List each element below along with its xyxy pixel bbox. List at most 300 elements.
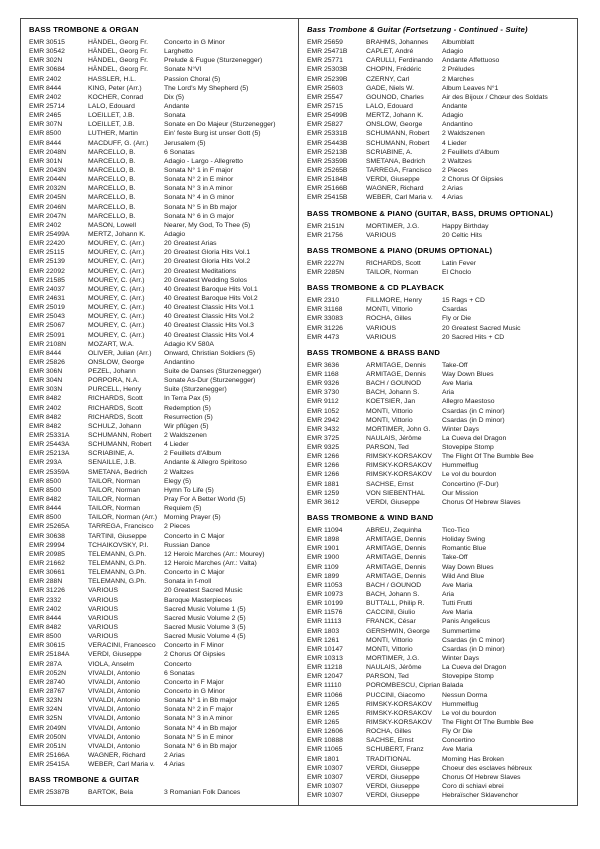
- composer-name: SCHUMANN, Robert: [88, 432, 152, 440]
- composer-name: PARSON, Ted: [366, 444, 409, 452]
- catalog-row: [307, 314, 569, 323]
- catalog-row: [29, 641, 290, 650]
- catalog-row: [307, 691, 569, 700]
- section-heading: BASS TROMBONE & PIANO (DRUMS OPTIONAL): [307, 245, 493, 255]
- emr-number: EMR 1052: [307, 407, 340, 415]
- composer-name: MARCELLO, B.: [88, 212, 136, 220]
- section-heading: Bass Trombone & Guitar (Fortsetzung - Continued - Suite): [307, 25, 528, 34]
- piece-title: The Flight Of The Bumble Bee: [442, 719, 534, 726]
- catalog-row: [307, 773, 569, 782]
- catalog-row: [29, 650, 290, 659]
- section-heading: BASS TROMBONE & GUITAR: [29, 775, 140, 785]
- composer-name: ONSLOW, George: [366, 121, 423, 129]
- piece-title: Sonata N° 6 in Bb major: [164, 742, 237, 750]
- composer-name: NAULAIS, Jérôme: [366, 434, 422, 442]
- catalog-row: [29, 129, 290, 138]
- composer-name: BARTOK, Bela: [88, 789, 134, 797]
- piece-title: Albumblatt: [442, 39, 475, 46]
- emr-number: EMR 25067: [29, 322, 65, 330]
- emr-number: EMR 3636: [307, 361, 340, 369]
- composer-name: GERSHWIN, George: [366, 627, 430, 635]
- composer-name: TAILOR, Norman (Arr.): [88, 514, 157, 522]
- composer-name: PUCCINI, Giacomo: [366, 691, 425, 699]
- composer-name: MARCELLO, B.: [88, 203, 136, 211]
- piece-title: 2 Arias: [164, 751, 185, 759]
- composer-name: SACHSE, Ernst: [366, 737, 414, 745]
- composer-name: SENAILLE, J.B.: [88, 459, 136, 467]
- composer-name: SCHUMANN, Robert: [88, 441, 152, 449]
- piece-title: Sonata N° 4 in G minor: [164, 194, 234, 202]
- piece-title: 3 Romanian Folk Dances: [164, 789, 241, 797]
- emr-number: EMR 8482: [29, 496, 62, 504]
- piece-title: Sonata in f-moll: [164, 578, 212, 586]
- catalog-row: [29, 184, 290, 193]
- piece-title: Ave Maria: [442, 609, 473, 617]
- catalog-row: [29, 340, 290, 349]
- piece-title: Andantino: [164, 358, 195, 366]
- emr-number: EMR 1898: [307, 536, 340, 544]
- emr-number: EMR 3432: [307, 425, 340, 433]
- piece-title: 20 Greatest Meditations: [164, 267, 237, 275]
- composer-name: CARULLI, Ferdinando: [366, 57, 433, 65]
- catalog-row: [307, 443, 569, 452]
- emr-number: EMR 1109: [307, 563, 339, 571]
- emr-number: EMR 25499A: [29, 230, 70, 238]
- emr-number: EMR 28767: [29, 687, 65, 695]
- catalog-row: [307, 791, 569, 800]
- piece-title: 40 Greatest Baroque Hits Vol.1: [164, 285, 258, 293]
- piece-title: Onward, Christian Soldiers (5): [164, 349, 256, 357]
- emr-number: EMR 2402: [29, 75, 62, 83]
- piece-title: 2 Pieces: [442, 166, 469, 174]
- piece-title: 20 Sacred Hits + CD: [442, 333, 505, 341]
- catalog-row: [307, 139, 569, 148]
- emr-number: EMR 2402: [29, 605, 62, 613]
- piece-title: 4 Arias: [164, 761, 185, 769]
- piece-title: Andantino: [442, 121, 473, 129]
- piece-title: 2 Waltzes: [442, 157, 472, 165]
- composer-name: RICHARDS, Scott: [366, 259, 421, 267]
- composer-name: VARIOUS: [366, 324, 397, 332]
- emr-number: EMR 25443B: [307, 139, 348, 147]
- emr-number: EMR 8500: [29, 486, 62, 494]
- piece-title: Nessun Dorma: [442, 691, 488, 699]
- piece-title: Sacred Music Volume 1 (5): [164, 605, 246, 613]
- piece-title: 2 Chorus Of Gipsies: [442, 176, 504, 184]
- piece-title: 15 Rags + CD: [442, 297, 485, 305]
- composer-name: TARTINI, Giuseppe: [88, 532, 147, 540]
- piece-title: Winter Days: [442, 425, 480, 433]
- catalog-row: [29, 312, 290, 321]
- piece-title: Sonata: [164, 112, 186, 120]
- catalog-row: [29, 285, 290, 294]
- piece-title: Wild And Blue: [442, 572, 485, 580]
- piece-title: Aria: [442, 389, 455, 397]
- emr-number: EMR 2046N: [29, 203, 67, 211]
- composer-name: TARREGA, Francisco: [88, 523, 154, 531]
- piece-title: 12 Heroic Marches (Arr.: Mourey): [164, 550, 265, 558]
- piece-title: Ave Maria: [442, 746, 473, 754]
- catalog-row: [307, 407, 569, 416]
- catalog-row: [307, 745, 569, 754]
- section-heading: BASS TROMBONE & WIND BAND: [307, 513, 434, 523]
- piece-title: The Lord's My Shepherd (5): [164, 84, 249, 92]
- emr-number: EMR 10307: [307, 792, 343, 800]
- composer-name: KING, Peter (Arr.): [88, 84, 142, 92]
- composer-name: POROMBESCU, Ciprian: [366, 682, 441, 690]
- piece-title: Nearer, My God, To Thee (5): [164, 221, 251, 229]
- composer-name: MOUREY, C. (Arr.): [88, 240, 145, 248]
- composer-name: MONTI, Vittorio: [366, 306, 413, 314]
- emr-number: EMR 25499B: [307, 112, 348, 120]
- emr-number: EMR 3612: [307, 498, 340, 506]
- composer-name: ARMITAGE, Dennis: [366, 554, 426, 562]
- piece-title: Baroque Masterpieces: [164, 596, 233, 604]
- emr-number: EMR 2285N: [307, 268, 345, 276]
- composer-name: MASON, Lowell: [88, 221, 136, 229]
- catalog-row: [29, 294, 290, 303]
- composer-name: VERDI, Giuseppe: [366, 773, 420, 781]
- emr-number: EMR 31226: [307, 324, 343, 332]
- emr-number: EMR 1265: [307, 709, 340, 717]
- piece-title: Morning Has Broken: [442, 755, 504, 763]
- piece-title: 2 Feuillets d'Album: [164, 450, 222, 458]
- catalog-row: [29, 422, 290, 431]
- composer-name: SMETANA, Bedrich: [366, 157, 426, 165]
- catalog-row: [307, 480, 569, 489]
- piece-title: Adagio KV 580A: [164, 340, 214, 348]
- catalog-row: [307, 129, 569, 138]
- piece-title: Concerto in C Major: [164, 532, 225, 540]
- composer-name: PORPORA, N.A.: [88, 377, 139, 385]
- emr-number: EMR 301N: [29, 157, 63, 165]
- section-heading: BASS TROMBONE & BRASS BAND: [307, 347, 441, 357]
- catalog-row: [307, 736, 569, 745]
- emr-number: EMR 25603: [307, 84, 343, 92]
- piece-title: 40 Greatest Classic Hits Vol.4: [164, 331, 254, 339]
- piece-title: Sonata N° 6 in G major: [164, 212, 234, 220]
- catalog-row: [307, 75, 569, 84]
- composer-name: SCHUBERT, Franz: [366, 746, 424, 754]
- catalog-row: [29, 751, 290, 760]
- catalog-row: [29, 678, 290, 687]
- piece-title: Sonata N° 2 in E minor: [164, 176, 234, 184]
- emr-number: EMR 2402: [29, 221, 62, 229]
- composer-name: TELEMANN, G.Ph.: [88, 578, 147, 586]
- catalog-row: [29, 568, 290, 577]
- composer-name: FILLMORE, Henry: [366, 297, 422, 305]
- emr-number: EMR 25827: [307, 121, 343, 129]
- catalog-row: [307, 782, 569, 791]
- emr-number: EMR 2049N: [29, 724, 67, 732]
- catalog-row: [307, 581, 569, 590]
- catalog-row: [307, 47, 569, 56]
- emr-number: EMR 10307: [307, 782, 343, 790]
- catalog-row: [29, 495, 290, 504]
- catalog-row: [29, 714, 290, 723]
- emr-number: EMR 11576: [307, 609, 343, 617]
- composer-name: TRADITIONAL: [366, 755, 411, 763]
- piece-title: 20 Greatest Arias: [164, 240, 217, 248]
- emr-number: EMR 8482: [29, 624, 62, 631]
- catalog-row: [29, 303, 290, 312]
- catalog-row: [29, 203, 290, 212]
- composer-name: NAULAIS, Jérôme: [366, 664, 422, 672]
- composer-name: HÄNDEL, Georg Fr.: [88, 66, 149, 74]
- emr-number: EMR 9112: [307, 398, 339, 406]
- composer-name: RIMSKY-KORSAKOV: [366, 453, 432, 461]
- emr-number: EMR 8444: [29, 139, 62, 147]
- composer-name: ROCHA, Gilles: [366, 728, 412, 736]
- composer-name: VARIOUS: [88, 605, 119, 613]
- emr-number: EMR 2332: [29, 596, 62, 604]
- emr-number: EMR 10973: [307, 591, 343, 599]
- composer-name: VIVALDI, Antonio: [88, 697, 141, 705]
- catalog-row: [29, 148, 290, 157]
- composer-name: TELEMANN, G.Ph.: [88, 550, 147, 558]
- emr-number: EMR 1261: [307, 636, 340, 644]
- composer-name: PURCELL, Henry: [88, 386, 142, 394]
- composer-name: RIMSKY-KORSAKOV: [366, 719, 432, 726]
- composer-name: MONTI, Vittorio: [366, 636, 413, 644]
- emr-number: EMR 8444: [29, 614, 62, 622]
- composer-name: FRANCK, César: [366, 618, 416, 626]
- emr-number: EMR 25184B: [307, 176, 348, 184]
- piece-title: Sonata N° 3 in A minor: [164, 185, 233, 193]
- catalog-row: [307, 259, 569, 268]
- piece-title: Hummelflug: [442, 700, 479, 708]
- emr-number: EMR 2402: [29, 404, 62, 412]
- catalog-row: [307, 700, 569, 709]
- piece-title: La Cueva del Dragon: [442, 664, 507, 672]
- catalog-row: [29, 696, 290, 705]
- composer-name: BUTTALL, Philip R.: [366, 600, 425, 608]
- composer-name: LOEILLET, J.B.: [88, 121, 135, 129]
- composer-name: MARCELLO, B.: [88, 166, 136, 174]
- emr-number: EMR 307N: [29, 121, 63, 129]
- catalog-row: [307, 148, 569, 157]
- composer-name: RIMSKY-KORSAKOV: [366, 709, 432, 717]
- catalog-row: [29, 742, 290, 751]
- emr-number: EMR 25387B: [29, 789, 70, 797]
- piece-title: 20 Greatest Sacred Music: [164, 587, 243, 595]
- piece-title: Suite (Sturzenegger): [164, 386, 227, 394]
- catalog-row: [307, 764, 569, 773]
- catalog-row: [29, 669, 290, 678]
- composer-name: CZERNY, Carl: [366, 75, 410, 83]
- emr-number: EMR 287A: [29, 660, 62, 668]
- piece-title: 40 Greatest Baroque Hits Vol.2: [164, 294, 258, 302]
- right-column: [299, 19, 577, 805]
- catalog-row: [307, 553, 569, 562]
- composer-name: MARCELLO, B.: [88, 148, 136, 156]
- emr-number: EMR 28740: [29, 678, 65, 686]
- piece-title: Take-Off: [442, 554, 468, 562]
- emr-number: EMR 21756: [307, 231, 343, 239]
- emr-number: EMR 30638: [29, 532, 65, 540]
- piece-title: Sacred Music Volume 3 (5): [164, 624, 246, 631]
- catalog-row: [307, 193, 569, 202]
- composer-name: VERDI, Giuseppe: [366, 498, 420, 506]
- emr-number: EMR 25359A: [29, 468, 70, 476]
- catalog-row: [307, 102, 569, 111]
- piece-title: Stovepipe Stomp: [442, 444, 494, 452]
- emr-number: EMR 12047: [307, 673, 343, 681]
- emr-number: EMR 25091: [29, 331, 65, 339]
- emr-number: EMR 25139: [29, 258, 65, 266]
- emr-number: EMR 21585: [29, 276, 65, 284]
- emr-number: EMR 2052N: [29, 669, 67, 677]
- emr-number: EMR 25714: [29, 102, 65, 110]
- piece-title: Csardas: [442, 306, 468, 314]
- piece-title: 20 Greatest Sacred Music: [442, 324, 521, 332]
- piece-title: Sonata N° 3 in A minor: [164, 715, 233, 723]
- emr-number: EMR 3730: [307, 389, 340, 397]
- piece-title: Adagio: [442, 112, 464, 120]
- catalog-row: [29, 577, 290, 586]
- composer-name: BRAHMS, Johannes: [366, 39, 429, 46]
- composer-name: VIVALDI, Antonio: [88, 742, 141, 750]
- emr-number: EMR 25043: [29, 313, 65, 321]
- composer-name: MERTZ, Johann K.: [88, 230, 146, 238]
- piece-title: Hummelflug: [442, 462, 479, 470]
- piece-title: Prelude & Fugue (Sturzenegger): [164, 57, 263, 65]
- composer-name: MOUREY, C. (Arr.): [88, 294, 145, 302]
- composer-name: TAILOR, Norman: [88, 486, 140, 494]
- emr-number: EMR 31226: [29, 587, 65, 595]
- catalog-row: [307, 388, 569, 397]
- catalog-row: [29, 522, 290, 531]
- emr-number: EMR 2051N: [29, 742, 67, 750]
- piece-title: Wir pflügen (5): [164, 422, 209, 430]
- emr-number: EMR 25331B: [307, 130, 348, 138]
- piece-title: Adagio: [442, 48, 464, 56]
- piece-title: Sacred Music Volume 2 (5): [164, 614, 246, 622]
- catalog-row: [29, 513, 290, 522]
- catalog-row: [307, 120, 569, 129]
- composer-name: GOUNOD, Charles: [366, 93, 424, 101]
- composer-name: PARSON, Ted: [366, 673, 409, 681]
- emr-number: EMR 1801: [307, 755, 340, 763]
- catalog-row: [29, 175, 290, 184]
- catalog-row: [29, 56, 290, 65]
- composer-name: VIVALDI, Antonio: [88, 733, 141, 741]
- emr-number: EMR 11053: [307, 581, 343, 589]
- composer-name: HÄNDEL, Georg Fr.: [88, 39, 149, 46]
- catalog-row: [29, 65, 290, 74]
- composer-name: ARMITAGE, Dennis: [366, 361, 426, 369]
- piece-title: Elegy (5): [164, 477, 192, 485]
- piece-title: Andante Affettuoso: [442, 57, 500, 65]
- emr-number: EMR 30615: [29, 642, 65, 650]
- emr-number: EMR 8500: [29, 477, 62, 485]
- piece-title: Fly or Die: [442, 315, 472, 323]
- composer-name: LALO, Edouard: [88, 102, 135, 110]
- emr-number: EMR 24631: [29, 294, 65, 302]
- catalog-row: [29, 166, 290, 175]
- piece-title: Andante: [164, 102, 190, 110]
- composer-name: SCHULZ, Johann: [88, 422, 142, 430]
- piece-title: Aria: [442, 591, 455, 599]
- composer-name: RICHARDS, Scott: [88, 413, 143, 421]
- piece-title: Csardas (in C minor): [442, 636, 505, 644]
- catalog-row: [307, 379, 569, 388]
- catalog-row: [29, 504, 290, 513]
- catalog-row: [307, 709, 569, 718]
- composer-name: WEBER, Carl Maria v.: [88, 761, 155, 769]
- composer-name: BACH / GOUNOD: [366, 380, 422, 388]
- piece-title: 6 Sonatas: [164, 669, 195, 677]
- composer-name: MOUREY, C. (Arr.): [88, 331, 145, 339]
- piece-title: La Cueva del Dragon: [442, 434, 507, 442]
- piece-title: Sonata N° 1 in Bb major: [164, 697, 237, 705]
- emr-number: EMR 2043N: [29, 166, 67, 174]
- catalog-row: [307, 175, 569, 184]
- emr-number: EMR 25443A: [29, 441, 70, 449]
- composer-name: RICHARDS, Scott: [88, 404, 143, 412]
- composer-name: VERDI, Giuseppe: [88, 651, 142, 659]
- composer-name: BACH, Johann S.: [366, 591, 420, 599]
- piece-title: Concerto in G Minor: [164, 687, 225, 695]
- emr-number: EMR 30661: [29, 569, 65, 577]
- composer-name: TAILOR, Norman: [88, 496, 140, 504]
- composer-name: MOUREY, C. (Arr.): [88, 258, 145, 266]
- catalog-row: [307, 645, 569, 654]
- composer-name: WAGNER, Richard: [88, 751, 146, 759]
- emr-number: EMR 11218: [307, 664, 343, 672]
- piece-title: Our Mission: [442, 489, 479, 497]
- piece-title: Adagio - Largo - Allegretto: [164, 157, 243, 165]
- emr-number: EMR 25166A: [29, 751, 70, 759]
- emr-number: EMR 8500: [29, 633, 62, 641]
- emr-number: EMR 2047N: [29, 212, 67, 220]
- piece-title: Requiem (5): [164, 505, 202, 513]
- emr-number: EMR 25471B: [307, 48, 348, 56]
- piece-title: 2 Préludes: [442, 66, 475, 74]
- piece-title: Ave Maria: [442, 581, 473, 589]
- catalog-row: [29, 367, 290, 376]
- piece-title: Hebraïscher Sklavenchor: [442, 792, 519, 800]
- composer-name: BACH, Johann S.: [366, 389, 420, 397]
- catalog-row: [307, 157, 569, 166]
- composer-name: MARCELLO, B.: [88, 185, 136, 193]
- composer-name: ARMITAGE, Dennis: [366, 545, 426, 553]
- piece-title: In Terra Pax (5): [164, 395, 211, 403]
- piece-title: Sonata N° 2 in F major: [164, 706, 233, 714]
- catalog-row: [29, 139, 290, 148]
- catalog-row: [29, 605, 290, 614]
- piece-title: Concerto in F Major: [164, 678, 224, 686]
- emr-number: EMR 2032N: [29, 185, 67, 193]
- composer-name: VERDI, Giuseppe: [366, 764, 420, 772]
- composer-name: VARIOUS: [366, 231, 397, 239]
- piece-title: Adagio: [164, 230, 186, 238]
- piece-title: Concertino (F-Dur): [442, 480, 499, 488]
- catalog-row: [29, 93, 290, 102]
- catalog-row: [307, 361, 569, 370]
- composer-name: TELEMANN, G.Ph.: [88, 560, 147, 568]
- piece-title: Way Down Blues: [442, 370, 494, 378]
- emr-number: EMR 12606: [307, 728, 343, 736]
- piece-title: 12 Heroic Marches (Arr.: Valta): [164, 560, 257, 568]
- piece-title: Stovepipe Stomp: [442, 673, 494, 681]
- emr-number: EMR 323N: [29, 697, 63, 705]
- emr-number: EMR 1266: [307, 471, 340, 479]
- emr-number: EMR 2310: [307, 297, 340, 305]
- composer-name: PEZEL, Johann: [88, 368, 136, 376]
- catalog-row: [29, 468, 290, 477]
- emr-number: EMR 9325: [307, 444, 340, 452]
